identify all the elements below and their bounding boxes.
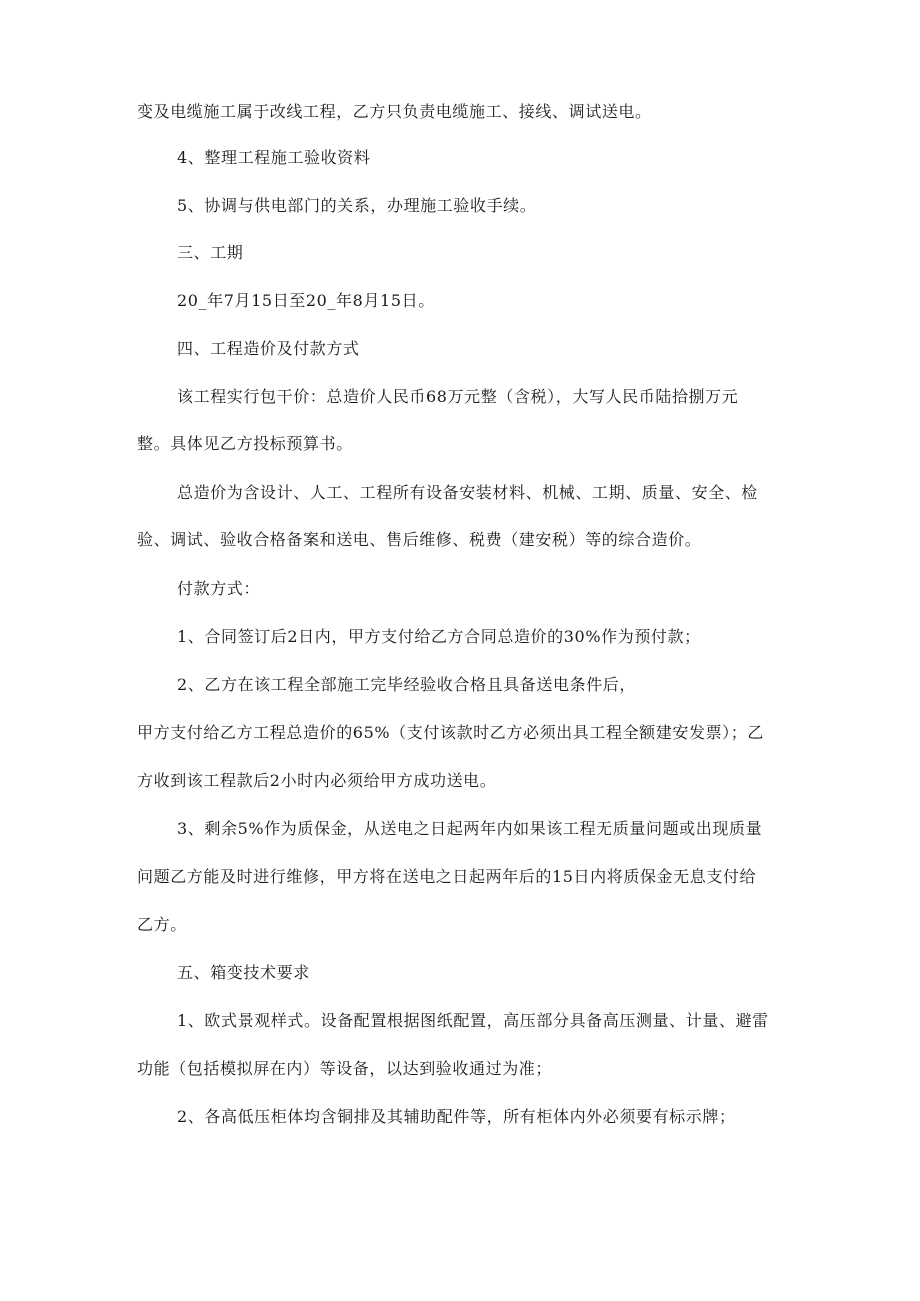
list-item: 1、合同签订后2日内，甲方支付给乙方合同总造价的30%作为预付款； (177, 627, 701, 646)
paragraph-line: 整。具体见乙方投标预算书。 (137, 434, 353, 453)
paragraph-line: 乙方。 (137, 915, 187, 934)
paragraph-line: 验、调试、验收合格备案和送电、售后维修、税费（建安税）等的综合造价。 (137, 530, 702, 549)
list-item: 2、各高低压柜体均含铜排及其辅助配件等，所有柜体内外必须要有标示牌； (177, 1107, 736, 1126)
list-item: 1、欧式景观样式。设备配置根据图纸配置，高压部分具备高压测量、计量、避雷 (177, 1011, 769, 1030)
paragraph-line: 付款方式： (177, 579, 261, 598)
paragraph-line: 功能（包括模拟屏在内）等设备，以达到验收通过为准； (137, 1059, 553, 1078)
paragraph-line: 方收到该工程款后2小时内必须给甲方成功送电。 (137, 771, 497, 790)
list-item: 3、剩余5%作为质保金，从送电之日起两年内如果该工程无质量问题或出现质量 (177, 819, 763, 838)
list-item: 5、协调与供电部门的关系，办理施工验收手续。 (177, 196, 537, 215)
paragraph-line: 20_年7月15日至20_年8月15日。 (177, 291, 435, 310)
section-heading: 四、工程造价及付款方式 (177, 339, 360, 358)
list-item: 2、乙方在该工程全部施工完毕经验收合格且具备送电条件后， (177, 675, 636, 694)
paragraph-line: 问题乙方能及时进行维修，甲方将在送电之日起两年后的15日内将质保金无息支付给 (137, 867, 757, 886)
section-heading: 五、箱变技术要求 (177, 963, 310, 982)
paragraph-line: 甲方支付给乙方工程总造价的65%（支付该款时乙方必须出具工程全额建安发票）；乙 (137, 723, 764, 742)
paragraph-line: 总造价为含设计、人工、工程所有设备安装材料、机械、工期、质量、安全、检 (177, 483, 759, 502)
section-heading: 三、工期 (177, 243, 244, 262)
paragraph-line: 变及电缆施工属于改线工程，乙方只负责电缆施工、接线、调试送电。 (137, 102, 652, 121)
paragraph-line: 该工程实行包干价：总造价人民币68万元整（含税），大写人民币陆拾捌万元 (177, 387, 739, 406)
list-item: 4、整理工程施工验收资料 (177, 148, 371, 167)
